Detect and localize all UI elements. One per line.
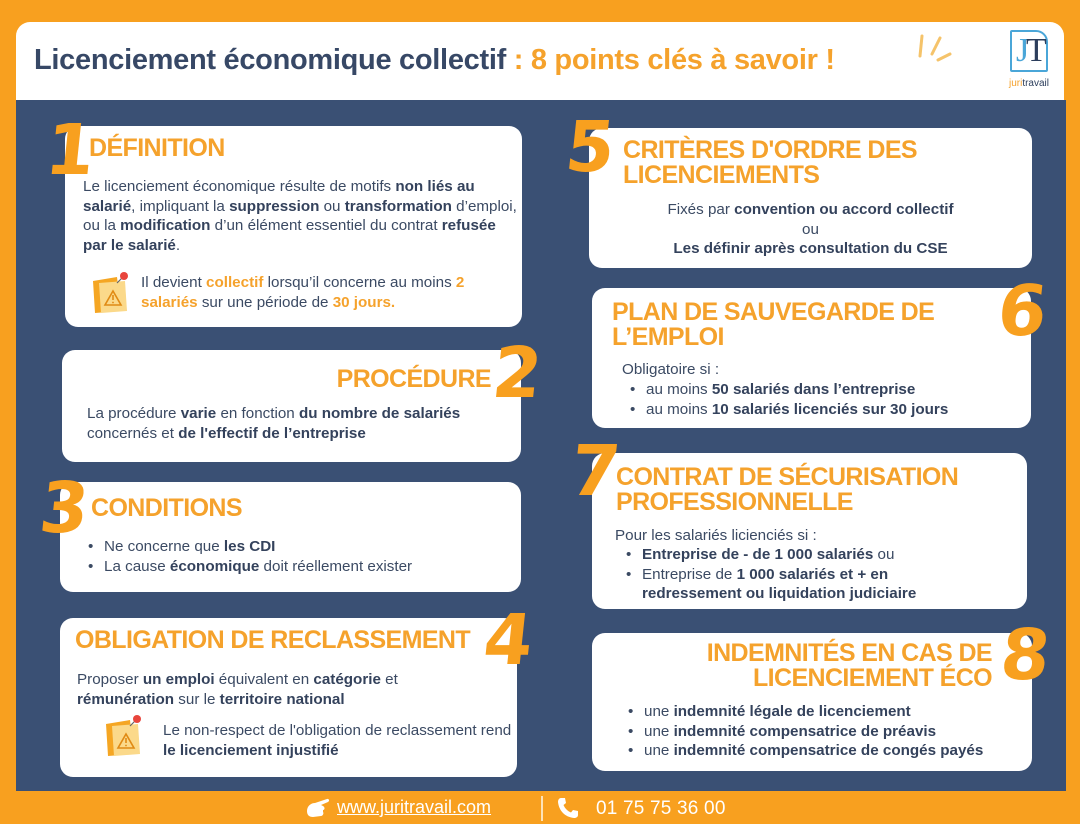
- logo-letter-t: T: [1026, 32, 1047, 69]
- card-title: OBLIGATION DE RECLASSEMENT: [75, 626, 471, 654]
- text: ou: [319, 197, 345, 215]
- text: , impliquant la: [131, 197, 230, 215]
- text: Entreprise de: [642, 565, 737, 583]
- page-title: [34, 44, 835, 77]
- bold-text: indemnité légale de licenciement: [673, 703, 911, 720]
- text: une: [644, 722, 674, 740]
- card-title: INDEMNITÉS EN CAS DE LICENCIEMENT ÉCO: [706, 639, 992, 692]
- bold-text: suppression: [229, 197, 320, 215]
- title-main: Licenciement économique collectif: [34, 44, 506, 76]
- text-line: [589, 200, 1032, 220]
- content-panel: [16, 100, 1066, 791]
- card-body: [87, 404, 512, 443]
- bold-text: 1 000 salariés et + en redressement ou liquidation judiciaire: [642, 565, 917, 602]
- bold-text: indemnité compensatrice de préavis: [673, 722, 937, 740]
- card-criteres: [589, 128, 1032, 268]
- number-7: 7: [566, 430, 625, 512]
- bold-text: transformation: [344, 197, 452, 215]
- text: doit réellement exister: [259, 557, 413, 575]
- list-item: [622, 545, 952, 565]
- card-title: DÉFINITION: [89, 134, 225, 162]
- website-link[interactable]: www.juritravail.com: [337, 797, 492, 817]
- bold-text: territoire national: [219, 690, 345, 708]
- logo-text-accent: juri: [1008, 78, 1023, 89]
- footer-divider: [541, 796, 543, 821]
- number-5: 5: [561, 106, 620, 188]
- text: sur le: [174, 690, 220, 708]
- card-title: CONDITIONS: [91, 494, 242, 522]
- text: Le licenciement économique résulte de motifs: [83, 178, 396, 195]
- card-csp: [592, 453, 1027, 609]
- bold-text: rémunération: [77, 690, 175, 708]
- bold-text: 10 salariés licenciés sur 30 jours: [711, 400, 949, 418]
- text: lorsqu’il concerne au moins: [263, 274, 456, 291]
- card-definition: [65, 126, 522, 327]
- list-item: [622, 565, 952, 604]
- text: d’emploi, ou la: [83, 197, 517, 234]
- card-title: CRITÈRES D'ORDRE DES LICENCIEMENTS: [623, 136, 917, 189]
- card-title: PLAN DE SAUVEGARDE DE L’EMPLOI: [612, 298, 935, 351]
- header-banner: [16, 22, 1064, 102]
- text: une: [644, 703, 674, 720]
- card-note: [141, 273, 501, 312]
- footer: [0, 791, 1080, 824]
- card-intro: Obligatoire si :: [622, 361, 720, 378]
- title-accent: : 8 points clés à savoir !: [505, 44, 835, 76]
- bold-text: le licenciement injustifié: [163, 741, 339, 759]
- bold-text: un emploi: [142, 671, 215, 688]
- list-item: [84, 557, 514, 577]
- phone-icon: [556, 796, 580, 820]
- text: au moins: [646, 381, 712, 398]
- number-4: 4: [479, 599, 538, 681]
- bold-text: varie: [180, 405, 217, 422]
- bold-text: économique: [169, 557, 260, 575]
- text: ou: [873, 546, 895, 563]
- number-1: 1: [41, 109, 100, 191]
- text: Proposer: [77, 671, 143, 688]
- text: ou: [802, 220, 819, 238]
- text-line: [589, 239, 1032, 259]
- text: d’un élément essentiel du contrat: [210, 217, 442, 234]
- list-item: [624, 722, 1024, 742]
- logo-letter-j: J: [1016, 32, 1030, 69]
- bold-text: catégorie: [313, 671, 381, 688]
- highlight-text: 2 salariés: [141, 274, 465, 311]
- text: concernés et: [87, 424, 179, 442]
- bold-text: du nombre de salariés: [298, 405, 461, 422]
- text: au moins: [646, 400, 712, 418]
- text: en fonction: [216, 405, 299, 422]
- list-item: [626, 380, 1026, 400]
- pointing-hand-icon: [305, 797, 331, 819]
- bold-text: convention ou accord collectif: [734, 201, 954, 218]
- bold-text: non liés au salarié: [83, 178, 475, 215]
- list-item: [624, 741, 1024, 761]
- list-item: [84, 537, 514, 557]
- bold-text: les CDI: [223, 538, 276, 555]
- warning-note-icon: [100, 714, 148, 760]
- card-reclassement: [60, 618, 517, 777]
- card-conditions: [60, 482, 521, 592]
- warning-note-icon: [87, 271, 135, 317]
- bold-text: modification: [120, 217, 211, 234]
- text: Il devient: [141, 274, 207, 291]
- text: une: [644, 742, 674, 759]
- card-bullets: [622, 545, 952, 604]
- card-intro: Pour les salariés licienciés si :: [615, 527, 817, 544]
- phone-number[interactable]: 01 75 75 36 00: [596, 798, 726, 819]
- bold-text: 50 salariés dans l’entreprise: [711, 381, 916, 398]
- text: La cause: [104, 557, 170, 575]
- card-bullets: [624, 702, 1024, 761]
- card-body: [83, 177, 523, 255]
- list-item: [626, 400, 1026, 420]
- card-procedure: [62, 350, 521, 462]
- logo-text: [998, 78, 1060, 89]
- bold-text: indemnité compensatrice de congés payés: [673, 742, 984, 759]
- text: Fixés par: [667, 201, 735, 218]
- bold-text: Entreprise de - de 1 000 salariés: [642, 546, 874, 563]
- card-bullets: [626, 380, 1026, 419]
- juritravail-logo[interactable]: [998, 30, 1060, 98]
- bold-text: de l'effectif de l’entreprise: [178, 424, 366, 442]
- card-bullets: [84, 537, 514, 576]
- number-3: 3: [35, 467, 94, 549]
- number-2: 2: [488, 332, 547, 414]
- text: équivalent en: [214, 671, 314, 688]
- logo-mark-icon: [1010, 30, 1048, 72]
- text: et: [380, 671, 398, 688]
- list-item: [624, 702, 1024, 722]
- number-6: 6: [993, 270, 1052, 352]
- highlight-text: collectif: [206, 274, 264, 291]
- card-body: [77, 670, 497, 709]
- logo-text-rest: travail: [1022, 78, 1050, 89]
- card-indemnites: [592, 633, 1032, 771]
- text: La procédure: [87, 405, 181, 422]
- card-lines: [589, 200, 1032, 259]
- highlight-text: 30 jours.: [332, 293, 396, 311]
- text: Le non-respect de l'obligation de reclassement rend: [163, 722, 512, 739]
- text-line: [589, 220, 1032, 240]
- bold-text: refusée par le salarié: [83, 217, 496, 254]
- card-title: PROCÉDURE: [336, 365, 491, 393]
- card-title: CONTRAT DE SÉCURISATION PROFESSIONNELLE: [616, 463, 959, 516]
- sparkle-icon: [914, 30, 954, 78]
- card-pse: [592, 288, 1031, 428]
- card-note: [163, 721, 513, 760]
- text: .: [175, 236, 181, 254]
- bold-text: Les définir après consultation du CSE: [673, 240, 948, 257]
- text: sur une période de: [197, 293, 333, 311]
- number-8: 8: [996, 614, 1055, 696]
- text: Ne concerne que: [104, 538, 224, 555]
